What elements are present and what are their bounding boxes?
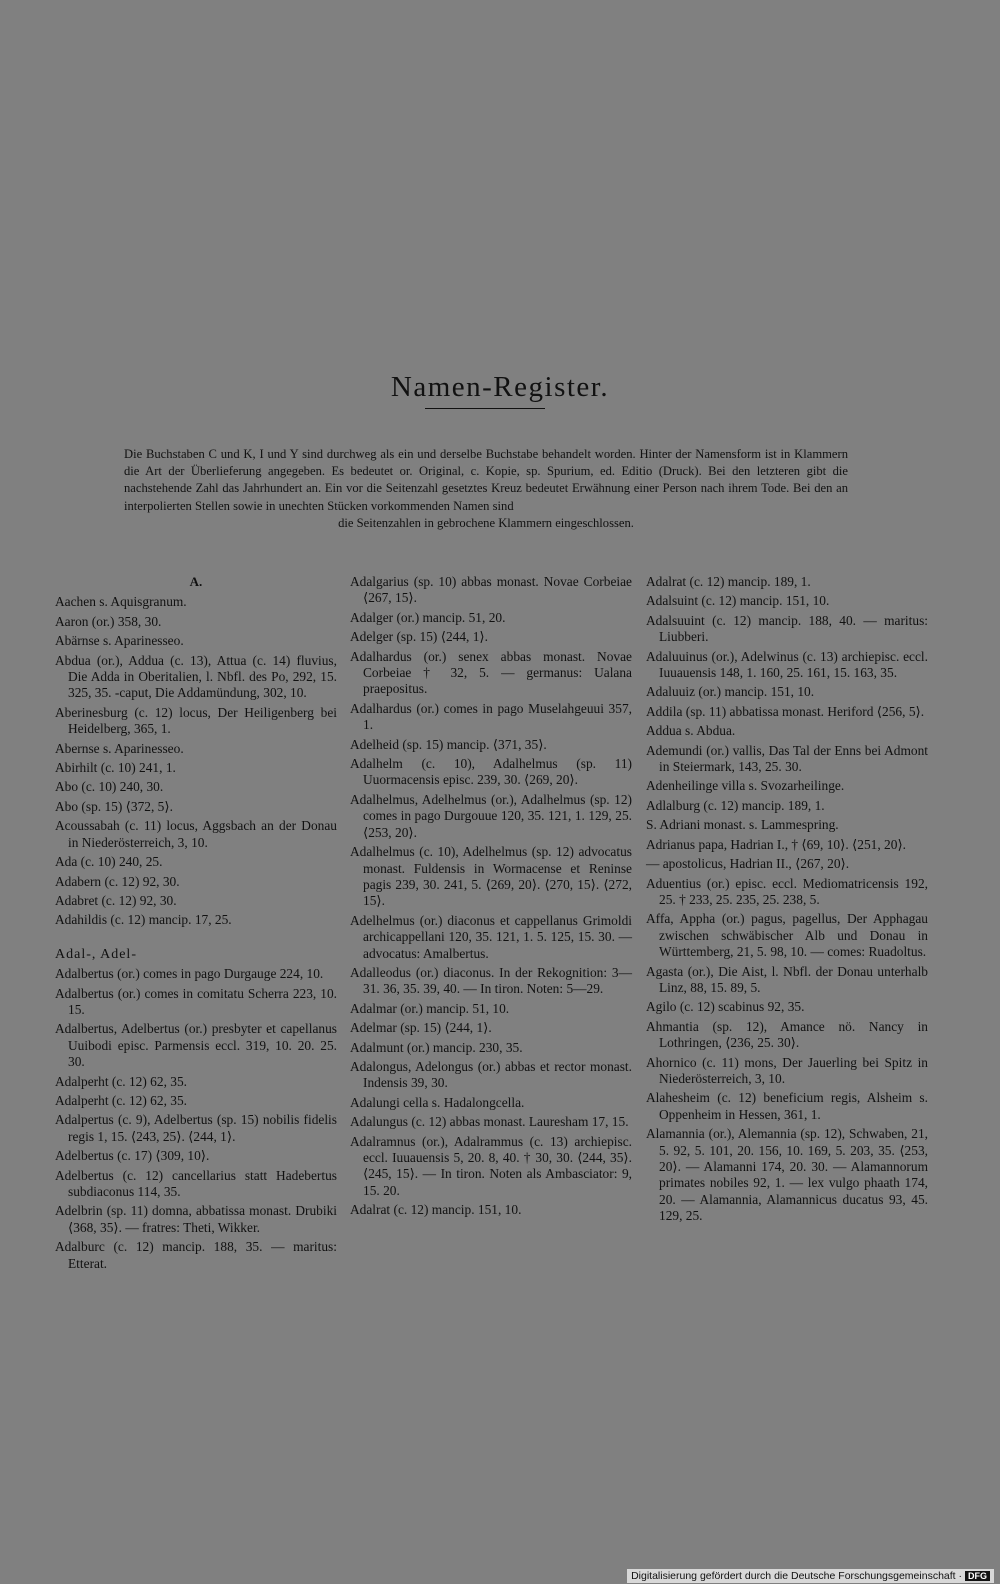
section-heading: Adal-, Adel- — [55, 946, 137, 962]
register-entry: Adelmar (sp. 15) ⟨244, 1⟩. — [350, 1020, 492, 1036]
register-entry: Adenheilinge villa s. Svozarheilinge. — [646, 778, 845, 794]
register-entry: Adalungus (c. 12) abbas monast. Lauresham 17, 15. — [350, 1114, 629, 1130]
register-entry: Addila (sp. 11) abbatissa monast. Heriford ⟨256, 5⟩. — [646, 703, 925, 719]
register-entry: Adalburc (c. 12) mancip. 188, 35. — maritus: Etterat. — [55, 1239, 337, 1271]
register-entry: Adelbrin (sp. 11) domna, abbatissa monast. Drubiki ⟨368, 35⟩. — fratres: Theti, Wikker. — [55, 1203, 337, 1235]
register-entry: Adalongus, Adelongus (or.) abbas et rector monast. Indensis 39, 30. — [350, 1058, 632, 1091]
register-entry: Adelger (sp. 15) ⟨244, 1⟩. — [350, 629, 489, 645]
intro-text-last-line: die Seitenzahlen in gebrochene Klammern eingeschlossen. — [338, 515, 634, 530]
register-entry: Abdua (or.), Addua (c. 13), Attua (c. 14) fluvius, Die Adda in Oberitalien, l. Nbfl. des Po, 292, 15. 325, 35. -caput, Die Addamündung, 302, 10. — [55, 652, 337, 701]
register-entry: Abärnse s. Aparinesseo. — [55, 633, 184, 649]
register-entry: Adalbertus, Adelbertus (or.) presbyter et capellanus Uuibodi episc. Parmensis eccl. 319, 10. 20. 25. 30. — [55, 1021, 337, 1070]
register-entry: Agilo (c. 12) scabinus 92, 35. — [646, 999, 805, 1015]
register-column-3 — [646, 574, 928, 1228]
register-entry: — apostolicus, Hadrian II., ⟨267, 20⟩. — [646, 856, 850, 872]
register-column-1 — [55, 574, 337, 1275]
register-entry: Adabern (c. 12) 92, 30. — [55, 873, 180, 889]
entry-list — [55, 966, 337, 1272]
register-entry: Adalperht (c. 12) 62, 35. — [55, 1092, 188, 1108]
register-entry: Alahesheim (c. 12) beneficium regis, Alsheim s. Oppenheim in Hessen, 361, 1. — [646, 1090, 928, 1122]
dfg-logo: DFG — [965, 1571, 990, 1581]
register-entry: Adalbertus (or.) comes in pago Durgauge 224, 10. — [55, 966, 324, 982]
register-entry: Adalbertus (or.) comes in comitatu Scherra 223, 10. 15. — [55, 985, 337, 1017]
entry-list — [55, 594, 337, 928]
register-entry: Aberinesburg (c. 12) locus, Der Heiligenberg bei Heidelberg, 365, 1. — [55, 704, 337, 737]
entry-list — [350, 574, 632, 1219]
register-entry: Adalleodus (or.) diaconus. In der Rekognition: 3—31. 36, 35. 39, 40. — In tiron. Noten: 5—29. — [350, 964, 632, 997]
register-entry: Adaluuiz (or.) mancip. 151, 10. — [646, 684, 815, 700]
register-entry: Affa, Appha (or.) pagus, pagellus, Der Apphagau zwischen schwäbischer Alb und Donau in Württemberg, 21, 5. 98, 10. — comes: Ruadoltus. — [646, 911, 928, 960]
register-entry: Abirhilt (c. 10) 241, 1. — [55, 760, 176, 776]
register-entry: Adalmar (or.) mancip. 51, 10. — [350, 1000, 510, 1016]
register-entry: Adrianus papa, Hadrian I., † ⟨69, 10⟩. ⟨251, 20⟩. — [646, 836, 907, 852]
register-column-2 — [350, 574, 632, 1222]
page-title: Namen-Register. — [390, 371, 610, 404]
register-entry: Addua s. Abdua. — [646, 723, 736, 739]
register-entry: Abernse s. Aparinesseo. — [55, 740, 184, 756]
register-entry: Adabret (c. 12) 92, 30. — [55, 892, 177, 908]
register-entry: Aaron (or.) 358, 30. — [55, 613, 162, 629]
register-entry: Adalhardus (or.) senex abbas monast. Novae Corbeiae † 32, 5. — germanus: Ualana praepositus. — [350, 648, 632, 697]
intro-text: Die Buchstaben C und K, I und Y sind durchweg als ein und derselbe Buchstabe behandelt worden. Hinter der Namensform ist in Klammern die Art der Überlieferung angegeben. Es bedeutet or. Original, c. Kopie, sp. Spurium, ed. Editio (Druck). Bei den letzteren gibt die nachstehende Zahl das Jahrhundert an. Ein vor die Seitenzahl gesetztes Kreuz bedeutet Erwähnung einer Person nach ihrem Tode. Bei den an interpolierten Stellen sowie in unechten Stücken vorkommenden Namen sind — [124, 447, 848, 513]
register-entry: Ahornico (c. 11) mons, Der Jauerling bei Spitz in Niederösterreich, 3, 10. — [646, 1054, 928, 1086]
register-entry: Agasta (or.), Die Aist, l. Nbfl. der Donau unterhalb Linz, 88, 15. 89, 5. — [646, 963, 928, 995]
register-entry: Adalpertus (c. 9), Adelbertus (sp. 15) nobilis fidelis regis 1, 15. ⟨243, 25⟩. ⟨244, 1⟩. — [55, 1112, 337, 1144]
register-entry: Adalperht (c. 12) 62, 35. — [55, 1073, 188, 1089]
register-entry: Ademundi (or.) vallis, Das Tal der Enns bei Admont in Steiermark, 143, 25. 30. — [646, 742, 928, 775]
title-divider — [425, 408, 545, 409]
register-entry: Adalungi cella s. Hadalongcella. — [350, 1094, 525, 1110]
register-entry: Adalhelm (c. 10), Adalhelmus (sp. 11) Uuormacensis episc. 239, 30. ⟨269, 20⟩. — [350, 756, 632, 788]
register-entry: Abo (sp. 15) ⟨372, 5⟩. — [55, 798, 173, 814]
register-entry: Adelbertus (c. 17) ⟨309, 10⟩. — [55, 1148, 210, 1164]
register-entry: Adalsuuint (c. 12) mancip. 188, 40. — maritus: Liubberi. — [646, 612, 928, 645]
register-entry: Adelhelmus (or.) diaconus et cappellanus Grimoldi archicappellani 120, 35. 121, 1. 5. 125, 15. 30. — advocatus: Amalbertus. — [350, 912, 632, 961]
register-entry: Adahildis (c. 12) mancip. 17, 25. — [55, 912, 232, 928]
register-entry: Adaluuinus (or.), Adelwinus (c. 13) archiepisc. eccl. Iuuauensis 148, 1. 160, 25. 161, 15. 163, 35. — [646, 648, 928, 681]
register-entry: Aachen s. Aquisgranum. — [55, 594, 187, 610]
register-entry: Adalgarius (sp. 10) abbas monast. Novae Corbeiae ⟨267, 15⟩. — [350, 574, 632, 606]
register-entry: S. Adriani monast. s. Lammespring. — [646, 817, 839, 833]
register-entry: Ada (c. 10) 240, 25. — [55, 854, 163, 870]
footer-text: Digitalisierung gefördert durch die Deutsche Forschungsgemeinschaft · — [631, 1570, 962, 1582]
register-entry: Adalmunt (or.) mancip. 230, 35. — [350, 1039, 523, 1055]
entry-list — [646, 574, 928, 1225]
register-entry: Adalsuint (c. 12) mancip. 151, 10. — [646, 593, 830, 609]
register-entry: Adalhelmus (c. 10), Adelhelmus (sp. 12) advocatus monast. Fuldensis in Wormacense et Reninse pagis 239, 30. 241, 5. ⟨269, 20⟩. ⟨270, 15⟩. ⟨272, 15⟩. — [350, 844, 632, 909]
register-entry: Aduentius (or.) episc. eccl. Mediomatricensis 192, 25. † 233, 25. 235, 25. 238, 5. — [646, 875, 928, 907]
register-entry: Adalrat (c. 12) mancip. 189, 1. — [646, 574, 811, 589]
letter-heading: A. — [189, 574, 203, 589]
register-entry: Abo (c. 10) 240, 30. — [55, 779, 164, 795]
register-entry: Adalramnus (or.), Adalrammus (c. 13) archiepisc. eccl. Iuuauensis 5, 20. 8, 40. † 30, 30. ⟨244, 35⟩. ⟨245, 15⟩. — In tiron. Noten als Ambasciator: 9, 15. 20. — [350, 1133, 632, 1198]
register-entry: Ahmantia (sp. 12), Amance nö. Nancy in Lothringen, ⟨236, 25. 30⟩. — [646, 1018, 928, 1051]
register-entry: Adalhardus (or.) comes in pago Muselahgeuui 357, 1. — [350, 700, 632, 733]
register-entry: Adelbertus (c. 12) cancellarius statt Hadebertus subdiaconus 114, 35. — [55, 1167, 337, 1199]
register-entry: Adlalburg (c. 12) mancip. 189, 1. — [646, 797, 825, 813]
register-entry: Adalger (or.) mancip. 51, 20. — [350, 609, 506, 625]
register-entry: Adelheid (sp. 15) mancip. ⟨371, 35⟩. — [350, 736, 547, 752]
register-entry: Adalrat (c. 12) mancip. 151, 10. — [350, 1202, 522, 1218]
intro-paragraph — [124, 446, 848, 532]
register-entry: Adalhelmus, Adelhelmus (or.), Adalhelmus (sp. 12) comes in pago Durgouue 120, 35. 121, 1. 129, 25. ⟨253, 20⟩. — [350, 791, 632, 840]
footer-credit — [627, 1569, 994, 1583]
register-entry: Alamannia (or.), Alemannia (sp. 12), Schwaben, 21, 5. 92, 5. 101, 20. 156, 10. 169, 5. 203, 35. ⟨253, 20⟩. — Alamanni 174, 20. 30. — Alamannorum primates nobiles 92, 1. — lex vulgo phaath 174, 20. — Alamannia, Alamannicus ducatus 93, 45. 129, 25. — [646, 1126, 928, 1224]
register-entry: Acoussabah (c. 11) locus, Aggsbach an der Donau in Niederösterreich, 3, 10. — [55, 818, 337, 850]
